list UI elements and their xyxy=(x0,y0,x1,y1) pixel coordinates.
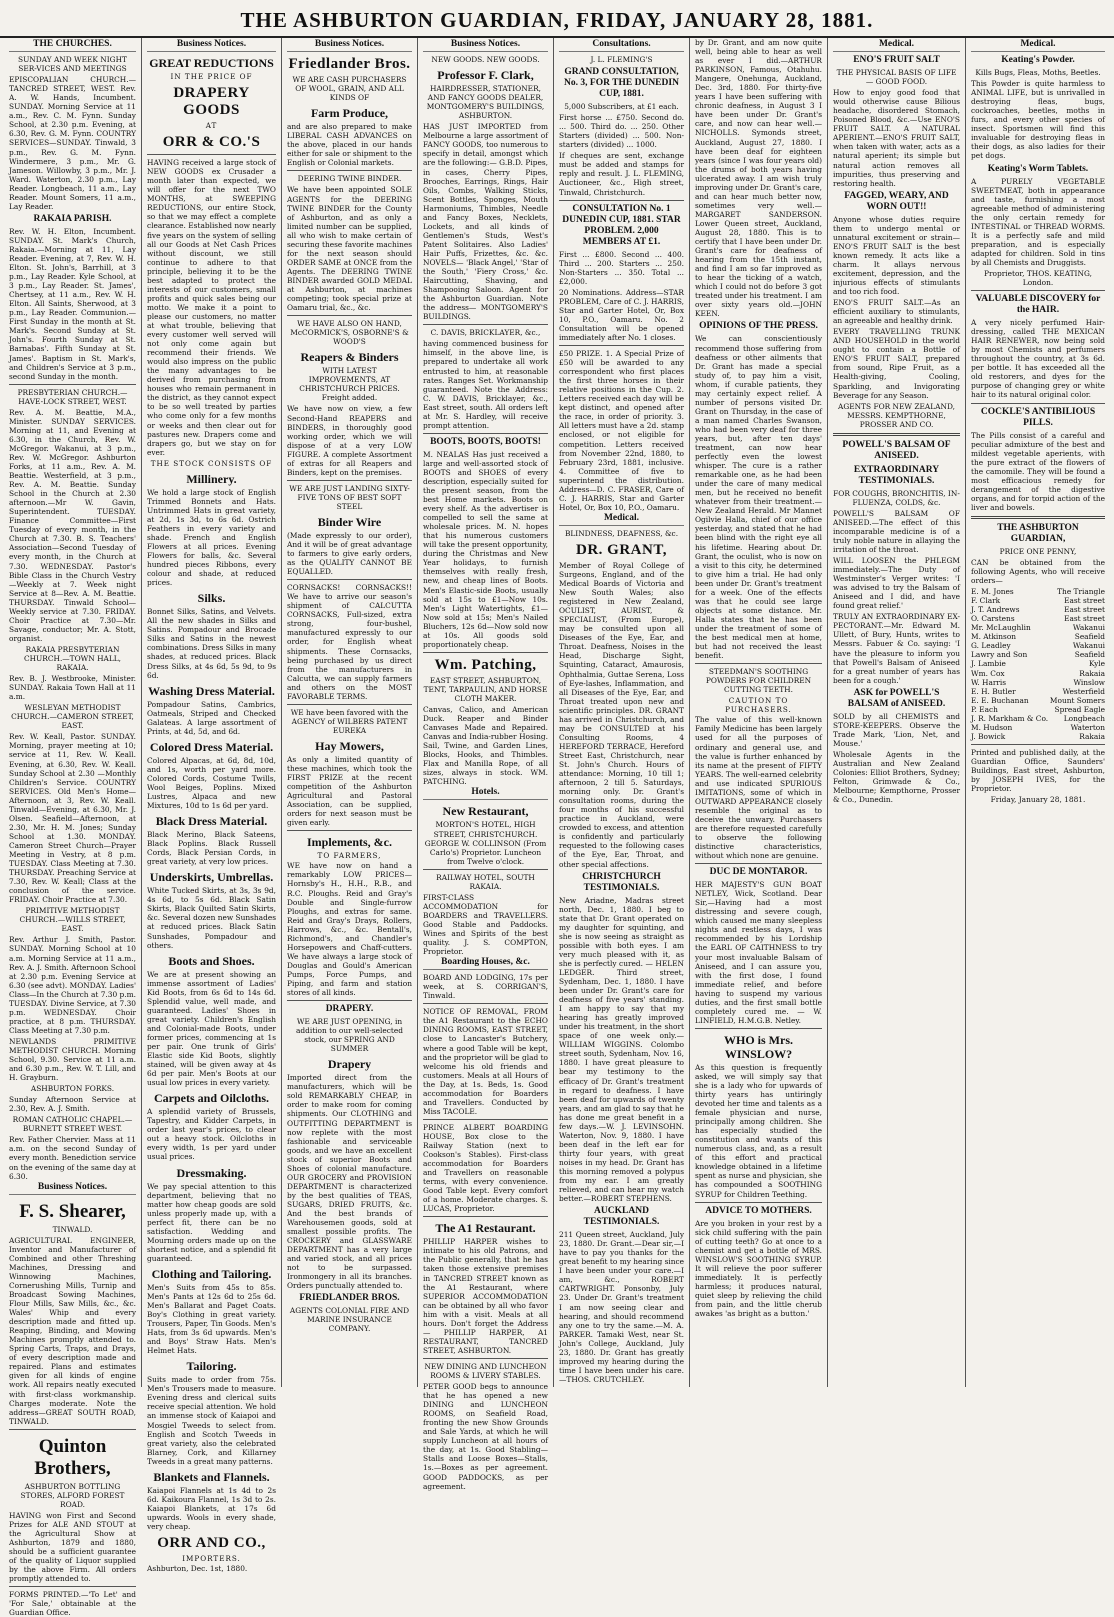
prince-albert-notice: PRINCE ALBERT BOARDING HOUSE, Box close to the Railway Station (next to Cookson's Stables). First-class accommodation for Boarders and Travellers on reasonable terms, with every convenience. Good Table kept. Every comfort of a home. Moderate charges. S. LUCAS, Proprietor. xyxy=(423,1122,548,1214)
drapery-big-heading: Drapery xyxy=(327,1057,372,1072)
friedlander-agents: AGENTS COLONIAL FIRE AND MARINE INSURANCE COMPANY. xyxy=(289,1306,410,1334)
agent-row xyxy=(971,641,1105,650)
shearer-location: TINWALD. xyxy=(52,1224,93,1234)
agent-row xyxy=(971,650,1105,659)
divider xyxy=(423,324,548,325)
agent-row xyxy=(971,687,1105,696)
section-heading-business: Business Notices. xyxy=(9,1183,136,1195)
divider xyxy=(287,315,412,316)
powell-heading: POWELL'S BALSAM OF ANISEED. xyxy=(842,439,951,461)
ask-heading: ASK for POWELL'S BALSAM of ANISEED. xyxy=(847,687,946,709)
primitive-heading: PRIMITIVE METHODIST CHURCH.—WILLS STREET, EAST. xyxy=(19,906,126,934)
agent-row xyxy=(971,696,1105,705)
christchurch-testimonials: New Ariadne, Madras street north, Dec. 1, 1880. I beg to state that Dr. Grant operated on my daughter for squinting, and she is now seeing as straight as possible with both eyes. I am very much pleased with it, as she is perfectly cured. — HELEN LEDGER. Third street, Sydenham, Dec. 1, 1880. I have been under Dr. Grant's care for deafness of five years' standing. I am happy to say that my hearing has greatly improved under his treatment, in the short space of one week only.—WILLIAM WIGGINS. Colombo street south, Sydenham, Nov. 16, 1880. I have great pleasure to bear my testimony to the efficacy of Dr. Grant's treatment in regard to deafness. I have been deaf for upwards of twenty years, and am glad to say that he has done me great benefit in a few days.—W. J. LEVINSOHN. Waterton, Nov. 9, 1880. I have been deaf in the left ear for thirty four years, with great noises in my head. Dr. Grant has this morning removed a polypus from my ear. I am greatly relieved, and can hear my watch better.—ROBERT STEPHENS. xyxy=(559,895,684,1204)
powell-subheading: FOR COUGHS, BRONCHITIS, IN-FLUENZA, COLDS, &c. xyxy=(833,488,960,507)
dressmaking-heading: Dressmaking. xyxy=(176,1165,247,1180)
agent-place: Wakanui xyxy=(1072,641,1105,651)
rakaia-presbyterian-heading: RAKAIA PRESBYTERIAN CHURCH.—TOWN HALL, RAKAIA. xyxy=(23,644,122,673)
agent-row xyxy=(971,659,1105,668)
nz-agents: AGENTS FOR NEW ZEALAND, MESSRS. KEMPTHORNE, PROSSER AND CO. xyxy=(838,401,955,429)
fagged-heading: FAGGED, WEARY, AND WORN OUT!! xyxy=(844,190,949,212)
extraordinary-heading: EXTRAORDINARY TESTIMONIALS. xyxy=(853,464,940,486)
at-caption: AT xyxy=(205,121,218,131)
divider xyxy=(423,652,548,653)
binder-wire-heading: Binder Wire xyxy=(317,514,382,529)
agent-place: Waterton xyxy=(1070,722,1105,732)
farm-produce-heading: Farm Produce, xyxy=(310,106,389,121)
divider xyxy=(423,1358,548,1359)
prize-list-1: First horse ... £750. Second do. ... 500. Third do. ... 250. Other Starters (divided) ... 500. Non-starters (divided) ... 1000. xyxy=(559,113,684,150)
agent-name: F. Clark xyxy=(971,596,1001,606)
wholesale-text: Wholesale Agents in the Australian and New Zealand Colonies: Elliot Brothers, Sydney; Felton, Grimwade & Co., Melbourne; Kempthorne, Prosser & Co., Dunedin. xyxy=(833,749,960,805)
agent-row xyxy=(971,605,1105,614)
agent-place: Longbeach xyxy=(1063,713,1105,723)
boots-heading: BOOTS, BOOTS, BOOTS! xyxy=(430,436,541,447)
divider xyxy=(695,863,822,864)
newlands-notice: NEWLANDS PRIMITIVE METHODIST CHURCH. Morning School, 9.30. Service at 11 a.m. and 6.30 p.m., Rev. W. T. Lill, and H. Grayburn. xyxy=(9,1036,136,1083)
drapery-intro: WE ARE JUST OPENING, in addition to our well-selected stock, our SPRING AND SUMMER xyxy=(295,1017,404,1054)
second-hand-text: We have now on view, a few Second-Hand REAPERS and BINDERS, in thoroughly good working order, which we will dispose of at a very LOW FIGURE. A complete Assortment of extras for all Reapers and Binders, kept on the premises. xyxy=(287,404,412,477)
divider xyxy=(971,744,1105,745)
subscribers-line: 5,000 Subscribers, at £1 each. xyxy=(564,102,679,112)
divider xyxy=(9,384,136,385)
divider xyxy=(971,516,1105,519)
a1-restaurant-heading: The A1 Restaurant. xyxy=(435,1221,536,1236)
section-heading-business: Business Notices. xyxy=(423,40,548,52)
black-heading: Black Dress Material. xyxy=(155,814,268,829)
new-restaurant-text: MORTON'S HOTEL, HIGH STREET, CHRISTCHURCH. GEORGE W. COLLINSON (From Carlo's) Proprietor. Luncheon from Twelve o'clock. xyxy=(424,820,547,866)
column-1 xyxy=(4,38,142,1617)
section-heading-boarding: Boarding Houses, &c. xyxy=(423,958,548,970)
price-of-caption: IN THE PRICE OF xyxy=(170,72,253,82)
removal-notice: NOTICE OF REMOVAL, FROM the A1 Restaurant to the ECHO DINING ROOMS, EAST STREET, close to Lancaster's Butchery, where a good Table will be kept, and the proprietor will be glad to welcome his old friends and customers. Meals at all Hours of the Day, at 1s. Beds, 1s. Good accommodation for Boarders and Travellers. Conducted by Miss TACOLE. xyxy=(423,1007,548,1116)
expectorant-text: TRULY AN EXTRAORDINARY EX-PECTORANT.—Mr. Edward M. Ullett, of Bury, Hunts, writes to Messrs. Fabuer & Co. saying: 'I have the pleasure to inform you that Powell's Balsam of Aniseed for a great number of years has been for a cough.' xyxy=(833,612,960,685)
agent-place: Westerfield xyxy=(1062,686,1105,696)
washing-heading: Washing Dress Material. xyxy=(148,683,275,698)
agent-name: W. Harris xyxy=(971,677,1007,687)
clark-heading: Professor F. Clark, xyxy=(437,68,534,83)
implements-caption: TO FARMERS, xyxy=(317,851,382,861)
agent-row xyxy=(971,614,1105,623)
episcopal-notice: EPISCOPALIAN CHURCH.—TANCRED STREET, WEST. Rev. A. W. Hands, Incumbent. SUNDAY. Morning Service at 11 a.m., Rev. C. M. Fynn. Sunday School, at 2.30 p.m. Evening, at 6.30, Rev. G. M. Fynn. COUNTRY SERVICES—SUNDAY. Tinwald, 3 p.m., Rev. G. M. Fynn. Windermere, 3 p.m., Mr. G. Jameson. Willowby, 3 p.m., Mr. J. Ward. Waterton, 2.30 p.m., Lay Reader. Longbeach, 11 a.m., Lay Reader. Mount Somers, 11 a.m., Lay Reader. xyxy=(9,75,136,211)
agent-place: The Triangle xyxy=(1057,587,1105,597)
duc-heading: DUC DE MONTAROR. xyxy=(709,867,808,878)
agent-name: J. Bowick xyxy=(971,731,1006,741)
auckland-testimonials-heading: AUCKLAND TESTIMONIALS. xyxy=(583,1206,660,1228)
worm-tablets-heading: Keating's Worm Tablets. xyxy=(987,163,1089,174)
auckland-testimonials: 211 Queen street, Auckland, July 23, 1880. Dr. Grant.—Dear sir,—I have to pay you thanks for the great benefit to my hearing since I have been under your care.—I am, &c., ROBERT CARTWRIGHT. Ponsonby, July 23. Under Dr. Grant's treatment I am now seeing clear and hearing, and should recommend any one to try the same.—M. A. PARKER. Tamaki West, near St. John's College, Auckland, July 23, 1880. Dr. Grant has greatly improved my hearing during the time I have been under his care.—THOS. CRUTCHLEY. xyxy=(559,1230,684,1384)
divider xyxy=(287,704,412,705)
columns xyxy=(4,38,1110,1617)
railway-hotel-heading: RAILWAY HOTEL, SOUTH RAKAIA. xyxy=(436,872,535,891)
friedlander-footer: FRIEDLANDER BROS. xyxy=(299,1293,400,1304)
printed-notice: Printed and published daily, at the Guardian Office, Saunders' Buildings, East street, Ashburton, by JOSEPH IVES, for the Proprietor. xyxy=(971,747,1105,794)
divider xyxy=(559,200,684,201)
divider xyxy=(971,403,1105,404)
patching-heading: Wm. Patching, xyxy=(434,656,537,673)
agent-place: Rakaia xyxy=(1079,731,1105,741)
column-4 xyxy=(418,38,554,1491)
advances-text: and are also prepared to make LIBERAL CASH ADVANCES on the above, placed in our hands either for sale or shipment to the English or Colonial markets. xyxy=(287,122,412,168)
boots-text: M. NEALAS Has just received a large and well-assorted stock of BOOTS and SHOES of every description, especially suited for the present season, from the best Home markets. Boots on every shelf. As the advertiser is compelled to sell the same at wholesale prices. M. N. hopes that his numerous customers will take the present opportunity, during the Christmas and New Year holidays, to furnish themselves with really fresh, new, and cheap lines of Boots. Men's Elastic-side Boots, usually sold at 15s to £1—Now 10s. Men's Light Watertights, £1—Now sold at 15s; Men's Nailed Bluchers, 12s 6d—Now sold now at 10s. All goods sold proportionately cheap. xyxy=(423,449,548,649)
drapery-heading: DRAPERY. xyxy=(325,1004,374,1015)
davis-heading: C. DAVIS, BRICKLAYER, &c., xyxy=(430,328,541,338)
agent-row xyxy=(971,669,1105,678)
divider xyxy=(833,433,960,436)
roman-catholic-notice: Rev. Father Chervier. Mass at 11 a.m. on the second Sunday of every month. Benediction service on the evening of the same day at 6.30. xyxy=(9,1135,136,1181)
ashburton-forks-notice: Sunday Afternoon Service at 2.30, Rev. A. J. Smith. xyxy=(9,1095,136,1114)
new-dining-heading: NEW DINING AND LUNCHEON ROOMS & LIVERY STABLES. xyxy=(424,1361,547,1380)
rakaia-parish-notice: Rev. W. H. Elton, Incumbent. SUNDAY. St. Mark's Church, Rakaia.—Morning at 11, Lay Reader. Evening, at 7, Rev. W. H. Elton. St. John's, Barrhill, at 3 p.m., Lay Reader. Kyle School, at 3 p.m., Lay Reader. St. James', Chertsey, at 11 a.m., Rev. W. H. Elton. All Saints, Sherwood, at 3 p.m., Lay Reader. Communion.—First Sunday in the month at St. Mark's. Second Sunday at St. John's. Fourth Sunday at St. Barnabas'. Fifth Sunday at St. James'. Baptism in St. Mark's, and Children's Service at 3 p.m., second Sunday in the month. xyxy=(9,226,136,381)
quinton-heading: Quinton Brothers, xyxy=(34,1435,111,1479)
issue-date: Friday, January 28, 1881. xyxy=(990,795,1086,805)
carpets-heading: Carpets and Oilcloths. xyxy=(153,1091,269,1106)
agent-row xyxy=(971,678,1105,687)
fleming-note: If cheques are sent, exchange must be added and stamps for reply and result. J. L. FLEMING, Auctioneer, &c., High street, Tinwald, Christchurch. xyxy=(559,151,684,197)
agent-row xyxy=(971,587,1105,596)
agent-place: East street xyxy=(1064,596,1105,606)
divider xyxy=(559,345,684,346)
section-heading-medical: Medical. xyxy=(833,40,960,52)
underskirts-text: White Tucked Skirts, at 3s, 3s 9d, 4s 6d, to 5s 6d. Black Satin Skirts, Black Quilted Satin Skirts, &c. Several dozen new Sunshades at reduced prices. Black Satin Sunshades, Pompadour and others. xyxy=(147,886,276,950)
agent-name: M. Hudson xyxy=(971,722,1013,732)
divider xyxy=(287,170,412,171)
agent-place: East street xyxy=(1064,605,1105,615)
agent-name: Mr. McLaughlin xyxy=(971,623,1031,633)
consultation-1-note: 20 Nominations. Address—STAR PROBLEM, Care of C. J. HARRIS, Star and Garter Hotel, Or, Box 10, P.O., Oamaru. No. 2 Consultation will be opened immediately after No. 1 closes. xyxy=(559,287,684,342)
divider xyxy=(423,433,548,434)
divider xyxy=(695,1202,822,1203)
agent-name: E. E. Buchanan xyxy=(971,695,1029,705)
agent-name: Wm. Cox xyxy=(971,668,1005,678)
steedman-caution: CAUTION TO PURCHASERS. xyxy=(725,696,792,715)
press-opinions: We can conscientiously recommend those suffering from deafness or other ailments that Dr. Grant has made a special study of, to pay him a visit, whom, if curable patients, they may certainly expect relief. A number of persons visited Dr. Grant on Thursday, in the case of a man named Charles Swanson, who had been very deaf for three years, but, after ten days' treatment, can now hear perfectly even the lowest whisper. The cure is a rather remarkable one, as he had been under the care of many medical men, but he received no benefit whatever from their treatment.—New Zealand Herald. Mr Mannet Ogilvie Halla, chief of our office yesterday, and stated that he had been blind with the right eye all his lifetime. Hearing about Dr. Grant, the oculist, who is now on a visit to this city, he determined to give him a trial. He had only been under Dr. Grant's treatment for a week. One of the effects was that he could see large objects at some distance. Mr. Halla states that he has been under the treatment of some of the best medical men at home, but had not received the least benefit. xyxy=(695,334,822,661)
stock-caption: THE STOCK CONSISTS OF xyxy=(150,458,273,468)
press-opinions-heading: OPINIONS OF THE PRESS. xyxy=(699,321,818,332)
section-heading-hotels: Hotels. xyxy=(423,788,548,800)
agent-row xyxy=(971,723,1105,732)
section-heading-medical: Medical. xyxy=(971,40,1105,52)
shearer-heading: F. S. Shearer, xyxy=(19,1200,126,1222)
agent-name: P. Each xyxy=(971,704,998,714)
deering-text: We have been appointed SOLE AGENTS for the DEERING TWINE BINDER for the County of Ashburton, and as only a limited number can be supplied, all who wish to make certain of securing these favorite machines for the next season should ORDER SAME at ONCE from the Agents. The DEERING TWINE BINDER awarded GOLD MEDAL at Ashburton, at machines competing; took special prize at Oamaru trial, &c., &c. xyxy=(287,185,412,313)
dr-grant-heading: DR. GRANT, xyxy=(576,541,667,558)
column-3 xyxy=(282,38,418,1387)
implements-text: WE have now on hand a remarkably LOW PRICES— Hornsby's H., H.H., R.B., and R.C. Ploughs. Reid and Gray's Double and Single-furrow Ploughs, and extras for same. Reid and Gray's Drays, Rollers, Harrows, &c., &c. Bentall's, Richmond's, and Chandler's Horsepowers and Chaff-cutters. We have always a large stock of Douglas and Gould's American Pumps, Force Pumps, and Piping, and farm and station stores of all kinds. xyxy=(287,861,412,998)
millinery-heading: Millinery. xyxy=(186,471,237,486)
agent-place: Seafield xyxy=(1074,650,1105,660)
deering-heading: DEERING TWINE BINDER. xyxy=(297,174,402,184)
roman-catholic-heading: ROMAN CATHOLIC CHAPEL.—BURNETT STREET WEST. xyxy=(12,1115,133,1134)
stimulants-text: ENO'S FRUIT SALT.—As an efficient auxiliary to stimulants, an agreeable and healthy drink. xyxy=(833,298,960,326)
orr-date: Ashburton, Dec. 1st, 1880. xyxy=(147,1564,248,1574)
presbyterian-notice: Rev. A. M. Beattie, M.A., Minister. SUNDAY SERVICES. Morning at 11, and Evening at 6.30, in the Church, Rev. W. McGregor. Wakanui, at 3 p.m., Rev. W. McGregor. Ashburton Forks, at 11 a.m., Rev. A. M. Beattie. Westerfield, at 3 p.m., Rev. A. M. Beattie. Sunday School in the Church at 2.30 afternoon.—Mr W. Gavin, Superintendent. TUESDAY. Finance Committee—First Tuesday of every month, in the Church at 7.30. B. S. Teachers' Association—Second Tuesday of every month, in the Church at 7.30. WEDNESDAY. Pastor's Bible Class in the Church Vestry—Weekly at 7. Week night Service at 8—Rev. A. M. Beattie. THURSDAY. Tinwald School—Weekly service at 7.30. FRIDAY. Choir Practice at 7.30—Mr. Savage, conductor; Mr. A. Stott, organist. xyxy=(9,407,136,643)
agent-row xyxy=(971,632,1105,641)
drapery-text: Imported direct from the manufacturers, which will be sold REMARKABLY CHEAP, in order to make room for coming shipments. Our CLOTHING and OUTFITTING DEPARTMENT is now replete with the most fashionable and serviceable goods, and we have an excellent stock of superior Boots and Shoes of colonial manufacture. OUR GROCERY and PROVISION DEPARTMENT is characterized by the best qualities of TEAS, SUGARS, DRIED FRUITS, &c. And the best brands of Warehousemen goods, sold at smallest possible profits. The CROCKERY and GLASSWARE DEPARTMENT has a very large and varied stock, and all prices not to be surpassed. Ironmongery in all its branches. Orders punctually attended to. xyxy=(287,1073,412,1291)
patching-subheading: EAST STREET, ASHBURTON, TENT, TARPAULIN, AND HORSE CLOTH MAKER. xyxy=(423,675,548,703)
consultation-1-heading: CONSULTATION No. 1 DUNEDIN CUP, 1881. STAR PROBLEM. 2,000 MEMBERS AT £1. xyxy=(562,203,681,247)
divider xyxy=(971,290,1105,291)
orr-footer-heading: ORR AND CO., xyxy=(157,1535,266,1551)
divider xyxy=(423,1119,548,1120)
blankets-heading: Blankets and Flannels. xyxy=(153,1469,270,1484)
prize-list-2: First ... £800. Second ... 400. Third ... 200. Starters ... 250. Non-Starters ... 350. Total ... £2,000. xyxy=(559,249,684,286)
divider xyxy=(287,1000,412,1001)
agent-row xyxy=(971,732,1105,741)
agent-place: Rakaia xyxy=(1079,668,1105,678)
colored-text: Colored Alpacas, at 6d, 8d, 10d, and 1s, worth per yard more. Colored Cords, Costume Twills, Wool Beiges, Poplins. Mixed Lustres, Alpaca and new Mixtures, 10d to 1s 6d per yard. xyxy=(147,755,276,811)
black-text: Black Merino, Black Sateens, Black Poplins. Black Russell Cords, Black Persian Cords, in great variety, at very low prices. xyxy=(147,830,276,867)
divider xyxy=(9,1586,136,1587)
davis-text: having commenced business for himself, in the above line, is prepared to undertake all work entrusted to him, at reasonable rates. Ranges Set. Workmanship guaranteed. Note the Address: C. W. DAVIS, Bricklayer, &c., East street, south. All orders left at Mr. S. Hardley, will receive prompt attention. xyxy=(423,339,548,430)
reapers-heading: Reapers & Binders xyxy=(300,350,399,365)
binder-wire-text: (Made expressly to our order), And it will be of great advantage to farmers to give early orders, as the QUALITY CANNOT BE EQUALLED. xyxy=(287,530,412,577)
new-restaurant-heading: New Restaurant, xyxy=(442,804,529,819)
orr-heading: ORR & CO.'S xyxy=(162,134,261,151)
drapery-goods-heading: DRAPERY GOODS xyxy=(173,85,250,119)
agent-place: Spread Eagle xyxy=(1054,704,1105,714)
dr-grant-text: Member of Royal College of Surgeons, England, and of the Medical Boards of Victoria and New South Wales; also registered in New Zealand, OCULIST, AURIST, & SPECIALIST, (From Europe), may be consulted upon all Diseases of the Eye, Ear, and Throat. Deafness, Noises in the Head, Discharge Sight, Squinting, Cataract, Amaurosis, Ophthalmia, Guttae Serena, Loss of Eye-lashes, Inflammation, and all Diseases of the Eye, Ear, and Throat treated upon new and scientific principles. DR. GRANT has arrived in Christchurch, and may be CONSULTED at his Consulting Rooms, 4 HEREFORD TERRACE, Hereford Street East, Christchurch, near St. John's Church. Hours of attendance: Morning, 10 till 1; afternoon, 2 till 5. Saturdays, morning only. Dr. Grant's consultation rooms, during the four months of his successful practice in Auckland, were crowded to excess, and attention is confidently and particularly requested to the following cases of the Eye, Ear, Throat, and other special affections. xyxy=(559,560,684,869)
agent-place: Seafield xyxy=(1074,632,1105,642)
great-reductions-heading: GREAT REDUCTIONS xyxy=(149,56,274,71)
keating-heading: Keating's Powder. xyxy=(1001,55,1075,66)
wesleyan-notice: Rev. W. Keall, Pastor. SUNDAY. Morning, prayer meeting at 10; service at 11, Rev. W. Keall. Evening, at 6.30, Rev. W. Keall. Sunday School at 2.30 —Monthly Children's Service. COUNTRY SERVICES. Old Men's Home—Afternoon, at 3, Rev. W. Keall. Tinwald—Evening, at 6.30, Mr. J. Olsen. Seafield—Afternoon, at 2.30, Mr. H. M. Jones; Sunday School at 1.30. MONDAY. Cameron Street Church—Prayer Meeting in Vestry, at 8 p.m. TUESDAY. Class Meeting at 7.30. THURSDAY. Preaching Service at 7.30, Rev. W. Keall; Class at the conclusion of the service. FRIDAY. Choir Practice at 7.30. xyxy=(9,732,136,905)
primitive-notice: Rev. Arthur J. Smith, Pastor. SUNDAY. Morning School at 10 a.m. Morning Service at 11 a.m., Rev. A. J. Smith. Afternoon School at 2.30 p.m. Evening Service at 6.30 (see advt). MONDAY. Ladies' Class—In the Church at 7.30 p.m. TUESDAY. Divine Service, at 7.30 p.m. WEDNESDAY. Choir practice, at 8 p.m. THURSDAY. Class Meeting at 7.30 p.m. xyxy=(9,935,136,1035)
implements-heading: Implements, &c. xyxy=(307,835,392,850)
mccormick-text: WE HAVE ALSO ON HAND, McCORMICK'S, OSBORNE'S & WOOD'S xyxy=(290,319,409,347)
divider xyxy=(287,830,412,831)
boots-text: We are at present showing an immense assortment of Ladies' Kid Boots, from 6s 6d to 14s 6d. Splendid value, well made, and guaranteed. Ladies' Shoes in great variety. Children's English and Colonial-made Boots, under former prices, commencing at 1s per pair. One trunk of Girls' Elastic side Kid Boots, slightly stained, will be given away at 4s 6d per pair. Men's Boots at our usual low prices in every variety. xyxy=(147,969,276,1088)
section-heading-business: Business Notices. xyxy=(147,40,276,52)
agent-place: Winslow xyxy=(1073,677,1105,687)
rakaia-presbyterian-notice: Rev. B. J. Westbrooke, Minister. SUNDAY. Rakaia Town Hall at 11 a.m. xyxy=(9,674,136,702)
column-8 xyxy=(966,38,1110,1387)
forms-notice: FORMS PRINTED.—'To Let' and 'For Sale,' obtainable at the Guardian Office. xyxy=(9,1590,136,1617)
wesleyan-heading: WESLEYAN METHODIST CHURCH.—CAMERON STREET, EAST. xyxy=(11,703,134,731)
rakaia-parish-heading: RAKAIA PARISH. xyxy=(33,213,112,224)
divider xyxy=(287,480,412,481)
dressmaking-text: We pay special attention to this department, believing that no matter how cheap goods are sold unless properly made up, with a perfect fit, there can be no satisfaction. Wedding and Mourning orders made up on the shortest notice, and a splendid fit guaranteed. xyxy=(147,1181,276,1263)
masthead xyxy=(0,0,1114,38)
agent-name: J. R. Markham & Co. xyxy=(971,713,1049,723)
loosen-text: WILL LOOSEN the PHLEGM immediately.—The Duty of Westminster's Verger writes: 'I was advised to try the Balsam of Aniseed and I did, and have found great relief.' xyxy=(833,556,960,611)
millinery-text: We hold a large stock of English Trimmed Bonnets and Hats. Untrimmed Hats in great variety, at 2d, 1s 3d, to 6s 6d. Ostrich Feathers in every variety and shade. French and English Flowers at all prices. Evening Flowers for balls, &c. Several hundred pieces Ribbons, every colour and shade, at reduced prices. xyxy=(147,487,276,588)
column-7 xyxy=(828,38,966,1387)
divider xyxy=(9,1429,136,1430)
boots-heading: Boots and Shoes. xyxy=(168,953,255,968)
agent-place: Mount Somers xyxy=(1049,695,1105,705)
divider xyxy=(423,869,548,870)
silks-heading: Silks. xyxy=(197,591,226,606)
winslow-text: As this question is frequently asked, we will simply say that she is a lady who for upwards of thirty years has untiringly devoted her time and talents as a female physician and nurse, principally among children. She has especially studied the constitution and wants of this numerous class, and, as a result of this effort and practical knowledge obtained in a lifetime spent as nurse and physician, she has compounded a SOOTHING SYRUP for Children Teething. xyxy=(695,1062,822,1199)
guardian-heading: THE ASHBURTON GUARDIAN, xyxy=(997,522,1079,544)
section-heading-churches: THE CHURCHES. xyxy=(9,40,136,52)
quinton-advert: HAVING won First and Second Prizes for ALE AND STOUT at the Agricultural Show at Ashburton, 1879 and 1880, should be a sufficient guarantee of the quality of Liquor supplied by the above Firm. All orders promptly attended to. xyxy=(9,1510,136,1584)
fleming-name: J. L. FLEMING'S xyxy=(590,55,653,65)
agent-list xyxy=(971,587,1105,741)
grant-testimonials-continued: by Dr. Grant, and am now quite well, being able to hear as well as ever I did.—ARTHUR PARKINSON, Famous, Otahuhu. Mangere, Onehunga, Auckland, Dec. 3rd, 1880. For thirty-five years I have been suffering with chronic deafness, in August 3 I have been under Dr. Grant's care, and now can hear well.—NICHOLLS. Symonds street, Auckland, August 27, 1880. I have been deaf for eighteen years (since I was four years old) the drums of both years having ulcerated away. I am wish truly improving under Dr. Grant's care, and can hear much better now, sometimes very well.—MARGARET SANDERSON. Lower Queen street, Auckland, August 28, 1880. This is to certify that I have been under Dr. Grant's care for deafness of hearing from the 15th instant, and find I am so far improved as to hear the ticking of a watch, which I could not do before 3 got treated under his treatment. I am over sixty years old.—JOHN KEEN. xyxy=(695,38,822,319)
cockle-text: The Pills consist of a careful and peculiar admixture of the best and mildest vegetable aperients, with the pure extract of the flowers of the camomile. They will be found a most efficacious remedy for derangement of the digestive organs, and for torpid action of the liver and bowels. xyxy=(971,430,1105,512)
keating-text: This Powder is quite harmless to ANIMAL LIFE, but is unrivalled in destroying fleas, bugs, cockroaches, beetles, moths in furs, and every other species of insect. Sportsmen will find this invaluable for destroying fleas in their dogs, as also ladies for their pet dogs. xyxy=(971,79,1105,161)
railway-hotel-text: FIRST-CLASS ACCOMMODATION for BOARDERS and TRAVELLERS. Good Stable and Paddocks. Wines and Spirits of the best quality. J. S. COMPTON, Proprietor. xyxy=(423,892,548,957)
special-prize-text: £50 PRIZE. 1. A Special Prize of £50 will be awarded to any correspondent who first places the first three horses in their relative positions in the Cup. 2. Letters received each day will be kept distinct, and opened after the race, in order of priority. 3. All letters must have a 2d. stamp enclosed, or not eligible for competition. Letters received from November 22nd, 1880, to February 23rd, 1881, inclusive. 4. Committee of five to superintend the distribution. Address—D. C. FRASER, Care of C. J. HARRIS, Star and Garter Hotel, Or, Box 10, P.O., Oamaru. xyxy=(559,349,684,512)
agent-place: Kyle xyxy=(1089,659,1105,669)
agent-name: E. H. Butler xyxy=(971,686,1016,696)
column-6 xyxy=(690,38,828,1387)
clothing-text: Men's Suits from 45s to 85s. Men's Pants at 12s 6d to 25s 6d. Men's Ballarat and Paget Coats. Boy's Clothing in great variety. Trousers, Paper, Tin Goods. Men's Hats, from 3s 6d upwards. Men's and Boys' Straw Hats. Men's Helmet Hats. xyxy=(147,1282,276,1356)
agent-name: G. Leadley xyxy=(971,641,1011,651)
steedman-heading: STEEDMAN'S SOOTHING POWDERS FOR CHILDREN CUTTING TEETH. xyxy=(705,667,812,695)
new-dining-text: PETER GOOD begs to announce that he has opened a new DINING and LUNCHEON ROOMS, on Seafield Road, fronting the new Show Grounds and Sale Yards, at which he will supply Luncheon at all hours of the day, at 1s. Good Stabling—Stalls and Loose Boxes—Stalls, 1s.—Boxes as per agreement. GOOD PADDOCKS, as per agreement. xyxy=(423,1382,548,1491)
eureka-text: WE have been favored with the AGENCY of WILBERS PATENT EUREKA xyxy=(290,707,409,735)
powell-text: POWELL'S BALSAM OF ANISEED.—The effect of this incomparable medicine is of a truly noble nature in allaying the irritation of the throat. xyxy=(833,508,960,555)
fagged-text: Anyone whose duties require them to undergo mental or unnatural excitement or strain—ENO'S FRUIT SALT is the best known remedy. It acts like a charm. It allays nervous excitement, depression, and the injurious effects of stimulants and too rich food. xyxy=(833,214,960,297)
eno-subheading: THE PHYSICAL BASIS OF LIFE — GOOD FOOD. xyxy=(836,68,957,87)
silks-text: Bonnet Silks, Satins, and Velvets. All the new shades in Silks and Satins. Pompadour and Brocade Silks and Satins in the newest combinations. Dress Silks in many shades, at reduced prices. Black Dress Silks, at 4s 6d, 5s 9d, to 9s 6d. xyxy=(147,607,276,680)
hair-heading: VALUABLE DISCOVERY for the HAIR. xyxy=(975,294,1101,316)
divider xyxy=(695,663,822,664)
divider xyxy=(287,579,412,580)
agent-row xyxy=(971,623,1105,632)
keating-kills: Kills Bugs, Fleas, Moths, Beetles. xyxy=(975,68,1101,78)
agent-name: J. Lambie xyxy=(971,659,1006,669)
sold-text: SOLD by all CHEMISTS and STORE-KEEPERS. Observe the Trade Mark, 'Lion, Net, and Mouse.' xyxy=(833,711,960,748)
washing-text: Pompadour Satins, Cambrics, Oatmeals, Striped and Checked Galateas. A large assortment of Prints, at 4d, 5d, and 6d. xyxy=(147,699,276,736)
winslow-heading: WHO is Mrs. WINSLOW? xyxy=(724,1032,793,1061)
agent-name: E. M. Jones xyxy=(971,587,1014,597)
guardian-price: PRICE ONE PENNY, xyxy=(999,546,1077,556)
orr-importers: IMPORTERS. xyxy=(182,1554,241,1563)
patching-text: Canvas, Calico, and American Duck. Reaper and Binder Canvases Made and Repaired. Canvas and India-rubber Hosing. Sail, Twine, and Garden Lines, Blocks, Hooks, and Thimbles. Flax and Manilla Rope, of all sizes, always in stock. WM. PATCHING. xyxy=(423,705,548,787)
hair-text: A very nicely perfumed Hair-dressing, called THE MEXICAN HAIR RENEWER, now being sold by most Chemists and perfumers throughout the country, at 3s 6d. per bottle. It has exceeded all the old restorers, and dyes for the purpose of changing grey or white hair to its natural original color. xyxy=(971,318,1105,400)
divider xyxy=(147,154,276,155)
hay-mowers-text: As only a limited quantity of these machines, which took the FIRST PRIZE at the recent competition of the Ashburton Agricultural and Pastoral Association, can be supplied, orders for next season must be given early. xyxy=(287,754,412,828)
agent-row xyxy=(971,705,1105,714)
section-heading-consultations: Consultations. xyxy=(559,40,684,52)
section-heading-business: Business Notices. xyxy=(287,40,412,52)
advice-heading: ADVICE TO MOTHERS. xyxy=(705,1205,812,1216)
divider xyxy=(423,1003,548,1004)
hay-mowers-heading: Hay Mowers, xyxy=(315,738,384,753)
masthead-title: THE ASHBURTON GUARDIAN, FRIDAY, JANUARY 28, 1881. xyxy=(240,8,874,32)
duc-text: HER MAJESTY'S GUN BOAT NETLEY, Wick, Scotland. Dear Sir,—Having had a most distressing and severe cough, which caused me many sleepless nights and restless days, I was recommended by his Lordship the EARL OF CAITHNESS to try your most invaluable Balsam of Aniseed, and I can assure you, with the first dose, I found immediate relief, and before having to suspend my various duties, and the first small bottle completely cured me. — W. LINFIELD, H.M.G.B. Netley. xyxy=(695,880,822,1025)
cockle-heading: COCKLE'S ANTIBILIOUS PILLS. xyxy=(980,406,1096,428)
eno-text: How to enjoy good food that would otherwise cause Bilious headache, disordered Stomach, Poisoned Blood, &c.—Use ENO'S FRUIT SALT. A NATURAL APERIENT.—ENO'S FRUIT SALT, when taken with water, acts as a natural aperient; its simple but natural action removes all impurities, thus preserving and restoring health. xyxy=(833,88,960,188)
latest-improvements: WITH LATEST IMPROVEMENTS, AT CHRISTCHURCH PRICES. Freight added. xyxy=(299,366,400,403)
landing-text: WE ARE JUST LANDING SIXTY-FIVE TONS OF BEST SOFT STEEL xyxy=(289,483,410,511)
divider xyxy=(423,1216,548,1217)
christchurch-testimonials-heading: CHRISTCHURCH TESTIMONIALS. xyxy=(582,871,661,893)
keating-proprietor: Proprietor, THOS. KEATING, London. xyxy=(984,268,1092,288)
friedlander-heading: Friedlander Bros. xyxy=(288,56,411,73)
agent-row xyxy=(971,714,1105,723)
agent-name: J. T. Andrews xyxy=(971,605,1020,615)
tailoring-heading: Tailoring. xyxy=(186,1359,237,1374)
agent-name: M. Atkinson xyxy=(971,632,1017,642)
carpets-text: A splendid variety of Brussels, Tapestry, and Kidder Carpets, in order last year's prices, to clear out a heavy stock. Oilcloths in every width, 1s per yard under usual prices. xyxy=(147,1107,276,1162)
churches-intro: SUNDAY AND WEEK NIGHT SER-VICES AND MEETINGS xyxy=(18,55,127,74)
cash-purchasers: WE ARE CASH PURCHASERS OF WOOL, GRAIN, AND ALL KINDS OF xyxy=(292,75,407,103)
eno-heading: ENO'S FRUIT SALT xyxy=(853,55,940,66)
guardian-agents-intro: CAN be obtained from the following Agents, who will receive orders— xyxy=(971,557,1105,586)
underskirts-heading: Underskirts, Umbrellas. xyxy=(149,870,274,885)
worm-tablets-text: A PURELY VEGETABLE SWEETMEAT, both in appearance and taste, furnishing a most agreeable method of administering the only certain remedy for INTESTINAL or THREAD WORMS. It is a perfectly safe and mild preparation, and is especially adapted for children. Sold in tins by all Chemists and Druggists. xyxy=(971,176,1105,267)
clark-text: HAS JUST IMPORTED from Melbourne a large assortment of FANCY GOODS, too numerous to specify in detail, amongst which are the following:— G.B.D. Pipes, in cases, Cherry Pipes, Brooches, Earrings, Rings, Hair Oils, Combs, Walking Sticks, Scent Bottles, Sponges, Mouth Harmoniums, Thimbles, Needle and Fancy Boxes, Necklets, Lockets, and all kinds of Gentlemen's Studs, West's Patent Solitaires. Also Ladies' Hair Puffs, Frizettes, &c. &c. NOVELS— 'Black Angel,' 'Star of the South,' 'Fiery Cross,' &c. Haircutting, Shaving, and Shampooing Saloon. Agent for the Ashburton Guardian. Note the address— MONTGOMERY'S BUILDINGS. xyxy=(423,122,548,322)
blankets-text: Kaiapoi Flannels at 1s 4d to 2s 6d. Kaikoura Flannel, 1s 3d to 2s. Kaiapoi Blankets, at 17s 6d upwards. Wools in every shade, very cheap. xyxy=(147,1485,276,1531)
agent-row xyxy=(971,596,1105,605)
a1-restaurant-text: PHILLIP HARPER wishes to intimate to his old Patrons, and the Public generally, that he has taken those extensive premises in TANCRED STREET known as the A1 Restaurant, where SUPERIOR ACCOMMODATION can be obtained by all who favor him with a visit. Meals at all hours. Don't forget the Address— PHILLIP HARPER, A1 RESTAURANT, TANCRED STREET, ASHBURTON. xyxy=(423,1237,548,1355)
tailoring-text: Suits made to order from 75s. Men's Trousers made to measure. Evening dress and clerical suits receive special attention. We hold an immense stock of Kaiapoi and Mosgiel Tweeds to select from. English and Scotch Tweeds in great variety, also the celebrated Blarney, Cork, and Killarney Tweeds in a great many patterns. xyxy=(147,1375,276,1466)
new-goods: NEW GOODS. NEW GOODS. xyxy=(431,55,540,65)
divider xyxy=(695,1028,822,1029)
column-5 xyxy=(554,38,690,1387)
shearer-advert: AGRICULTURAL ENGINEER, Inventor and Manufacturer of Combined and other Threshing Machines, Dressing and Winnowing Machines, Cornerushing Mills, Turnip and Broadcast Sowing Machines, Flour Mills, Saw Mills, &c., &c. Wales' Whip and every description made and fitted up. Reaping, Binding, and Mowing Machines promptly attended to. Spring Carts, Traps, and Drays, of every description made and repaired. Plans and estimates given for all kinds of engine work. All repairs neatly executed with first-class workmanship. Charges moderate. Note the address—GREAT SOUTH ROAD, TINWALD. xyxy=(9,1235,136,1426)
clark-subheading: HAIRDRESSER, STATIONER, AND FANCY GOODS DEALER, MONTGOMERY'S BUILDINGS, ASHBURTON. xyxy=(426,84,545,121)
board-lodging-text: BOARD AND LODGING, 17s per week, at S. CORRIGAN'S, Tinwald. xyxy=(423,973,548,1001)
cornsacks-text: CORNSACKS! CORNSACKS!! We have to arrive our season's shipment of CALCUTTA CORNSACKS, Full-sized, extra strong, four-bushel, manufactured expressly to our order, for English wheat shipments. These Cornsacks, being purchased by us direct from the manufacturers in Calcutta, we can supply farmers and others on the MOST FAVORABLE TERMS. xyxy=(287,583,412,701)
ashburton-forks-heading: ASHBURTON FORKS. xyxy=(30,1084,115,1094)
steedman-text: The value of this well-known Family Medicine has been largely used for all the purposes of ordinary and general use, and the value is further enhanced by its name at the present of FIFTY YEARS. The well-earned celebrity and use indicated SPURIOUS IMITATIONS, some of which in OUTWARD APPEARANCE closely resemble the original as to deceive the unwary. Purchasers are therefore requested carefully to observe the following distinctive characteristics, without which none are genuine. xyxy=(695,715,822,861)
section-heading-medical: Medical. xyxy=(559,514,684,526)
quinton-subheading: ASHBURTON BOTTLING STORES, ALFORD FOREST ROAD. xyxy=(20,1481,125,1509)
agent-place: East street xyxy=(1064,614,1105,624)
agent-name: Lawry and Son xyxy=(971,650,1028,660)
orr-intro: HAVING received a large stock of NEW GOODS ex Crusader a month later than expected, we will offer for the next TWO MONTHS, at SWEEPING REDUCTIONS, our entire Stock, so that we may effect a complete clearance. Established now nearly five years on the system of selling all our Goods at Net Cash Prices without discount, we still continue to adhere to that principle, believing it to be the best adapted to protect the interests of our customers, small profits and quick sales being our motto. We make it a point to please our customers, no matter at what trouble, believing that every customer well served will not only come again but recommend their friends. We would also impress on the public the many advantages to be derived from purchasing from houses who remain permanent in the district, as they cannot expect to be so well treated by parties who come only for a few months or weeks and then clear out for pastures new. Drapers come and drapers go, but we stay on for ever. xyxy=(147,158,276,457)
agent-name: O. Carstens xyxy=(971,614,1015,624)
grand-consultation-heading: GRAND CONSULTATION, No. 3, FOR THE DUNEDIN CUP, 1881. xyxy=(564,67,679,100)
colored-heading: Colored Dress Material. xyxy=(149,739,274,754)
blindness-heading: BLINDNESS, DEAFNESS, &c. xyxy=(564,528,679,538)
agent-place: Wakanui xyxy=(1072,623,1105,633)
advice-text: Are you broken in your rest by a sick child suffering with the pain of cutting teeth? Go at once to a chemist and get a bottle of MRS. WINSLOW'S SOOTHING SYRUP. It will relieve the poor sufferer immediately. It is perfectly harmless; it produces natural, quiet sleep by relieving the child from pain, and the little cherub awakes 'as bright as a button.' xyxy=(695,1218,822,1319)
presbyterian-heading: PRESBYTERIAN CHURCH.—HAVE-LOCK STREET, WEST. xyxy=(17,387,128,406)
clothing-heading: Clothing and Tailoring. xyxy=(151,1266,272,1281)
column-2 xyxy=(142,38,282,1574)
travelling-text: EVERY TRAVELLING TRUNK AND HOUSEHOLD in the world ought to contain a Bottle of ENO'S FRUIT SALT, prepared from sound, Ripe Fruit, as a Health-giving, Cooling, Sparkling, and Invigorating Beverage for any Season. xyxy=(833,327,960,400)
